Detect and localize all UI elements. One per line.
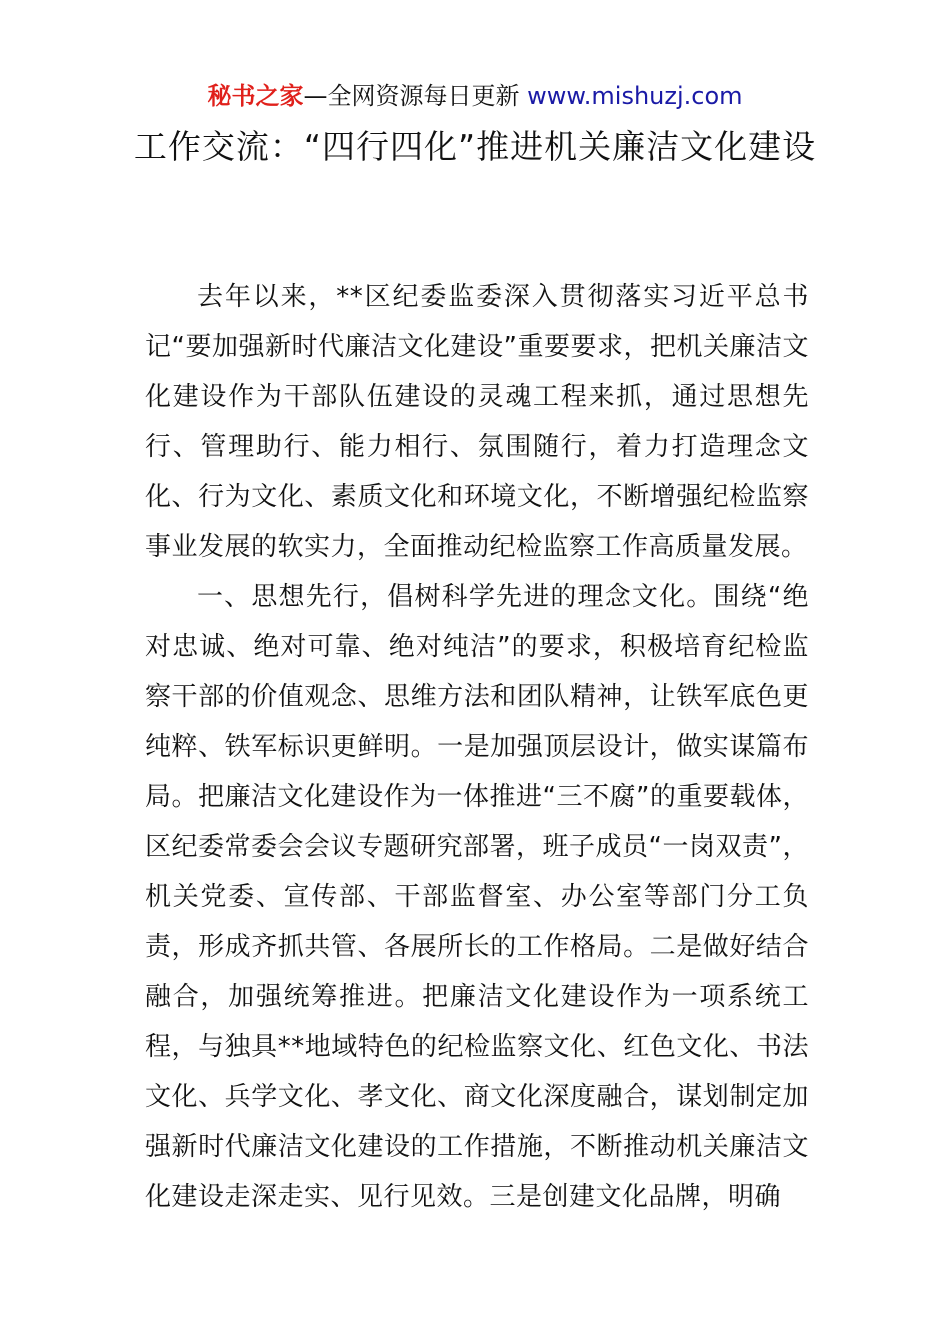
- header-tagline: —全网资源每日更新: [303, 82, 528, 110]
- intro-paragraph: 去年以来，**区纪委监委深入贯彻落实习近平总书记“要加强新时代廉洁文化建设”重要要求，把机关廉洁文化建设作为干部队伍建设的灵魂工程来抓，通过思想先行、管理助行、能力相行、氛围随行，着力打造理念文化、行为文化、素质文化和环境文化，不断增强纪检监察事业发展的软实力，全面推动纪检监察工作高质量发展。: [145, 282, 809, 562]
- brand-name: 秘书之家: [207, 82, 304, 110]
- document-title: 工作交流：“四行四化”推进机关廉洁文化建设: [133, 127, 817, 166]
- site-header: [0, 80, 950, 112]
- document-body: [145, 272, 809, 1222]
- section-one-paragraph: 一、思想先行，倡树科学先进的理念文化。围绕“绝对忠诚、绝对可靠、绝对纯洁”的要求，积极培育纪检监察干部的价值观念、思维方法和团队精神，让铁军底色更纯粹、铁军标识更鲜明。一是加强顶层设计，做实谋篇布局。把廉洁文化建设作为一体推进“三不腐”的重要载体，区纪委常委会会议专题研究部署，班子成员“一岗双责”，机关党委、宣传部、干部监督室、办公室等部门分工负责，形成齐抓共管、各展所长的工作格局。二是做好结合融合，加强统筹推进。把廉洁文化建设作为一项系统工程，与独具**地域特色的纪检监察文化、红色文化、书法文化、兵学文化、孝文化、商文化深度融合，谋划制定加强新时代廉洁文化建设的工作措施，不断推动机关廉洁文化建设走深走实、见行见效。三是创建文化品牌，明确: [145, 582, 809, 1212]
- site-url-link[interactable]: www.mishuzj.com: [527, 82, 743, 110]
